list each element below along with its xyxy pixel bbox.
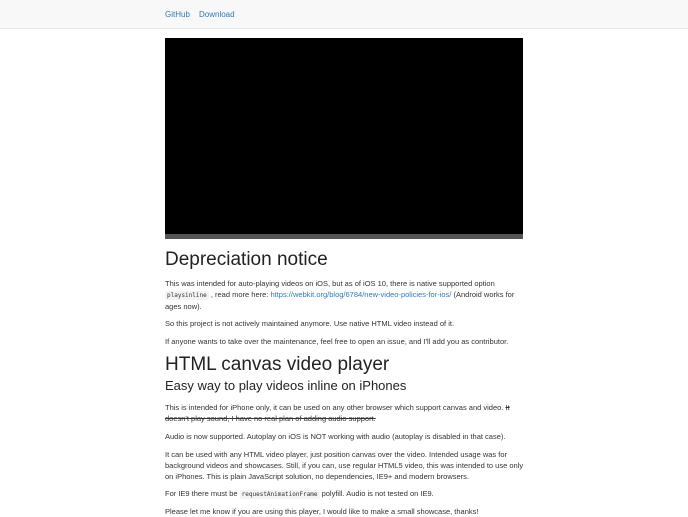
- ie9-text-a: For IE9 there must be: [165, 489, 238, 498]
- notice-text-c: (Android works for ages now).: [165, 290, 515, 311]
- download-link[interactable]: Download: [199, 10, 235, 19]
- top-navbar: [0, 0, 688, 29]
- project-paragraph-5: Please let me know if you are using this player, I would like to make a small showcase, thanks!: [165, 507, 479, 516]
- project-text-a: This is intended for iPhone only, it can be used on any other browser which support canvas and video.: [165, 403, 504, 412]
- project-title: HTML canvas video player: [165, 354, 390, 375]
- raf-code: requestAnimationFrame: [241, 491, 318, 498]
- webkit-blog-link[interactable]: https://webkit.org/blog/6784/new-video-policies-for-ios/: [270, 290, 452, 299]
- project-paragraph-3: It can be used with any HTML video player, just position canvas over the video. Intended usage was for background videos and showcases. Still, if you can, use regular HTML5 video, this was intended to use only on iPhones. This is plain JavaScript solution, no dependencies, IE9+ and modern browsers.: [165, 450, 524, 481]
- notice-paragraph-2: So this project is not actively maintained anymore. Use native HTML video instead of it.: [165, 319, 455, 328]
- project-paragraph-1: [165, 402, 525, 424]
- playsinline-code: playsinline: [167, 292, 207, 299]
- ie9-text-b: polyfill. Audio is not tested on IE9.: [321, 489, 434, 498]
- notice-text-b: , read more here:: [210, 290, 269, 299]
- project-paragraph-4: [165, 488, 525, 500]
- depreciation-heading: Depreciation notice: [165, 249, 328, 270]
- strikethrough-text: It doesn't play sound, I have no real plan of adding audio support.: [165, 403, 510, 423]
- video-progress-bar[interactable]: [165, 234, 523, 239]
- notice-paragraph-3: If anyone wants to take over the maintenance, feel free to open an issue, and I'll add you as contributor.: [165, 337, 509, 346]
- video-player[interactable]: [165, 38, 523, 239]
- github-link[interactable]: GitHub: [165, 10, 190, 19]
- notice-text-a: This was intended for auto-playing videos on iOS, but as of iOS 10, there is native supported option: [165, 279, 495, 288]
- project-subtitle: Easy way to play videos inline on iPhones: [165, 378, 407, 393]
- project-paragraph-2: Audio is now supported. Autoplay on iOS is NOT working with audio (autoplay is disabled in that case).: [165, 432, 506, 441]
- notice-paragraph-1: [165, 278, 525, 312]
